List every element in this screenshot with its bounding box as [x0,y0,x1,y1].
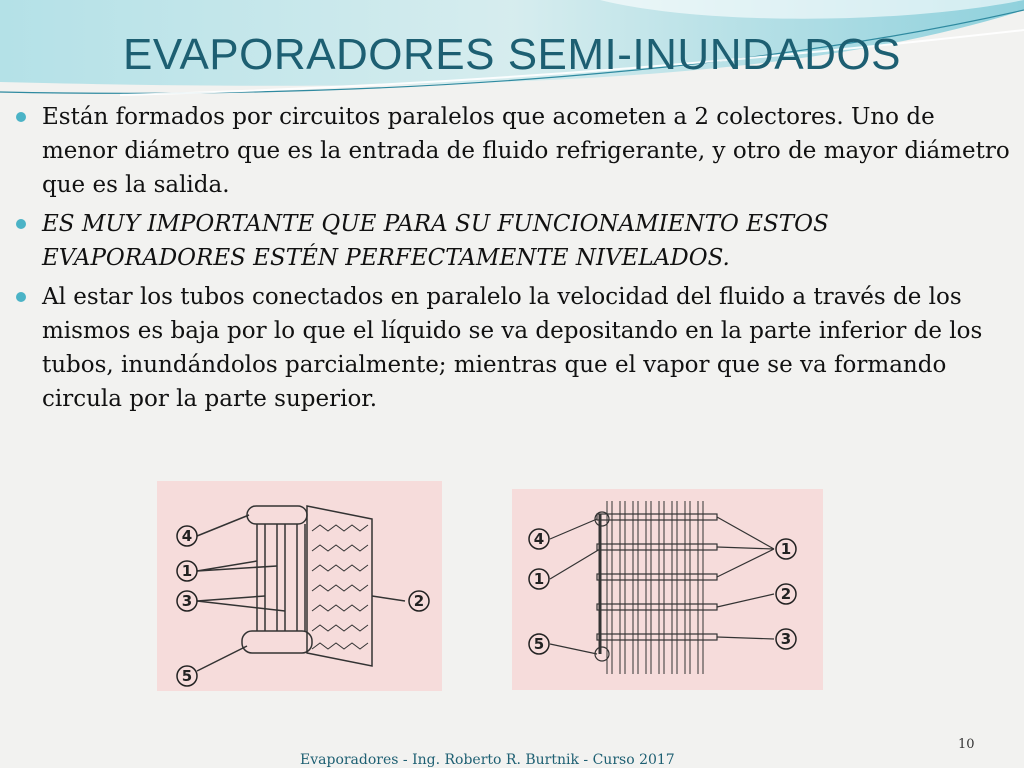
slide-footer: Evaporadores - Ing. Roberto R. Burtnik - Curso 2017 [300,752,675,768]
callout-label: 5 [533,635,545,653]
callout-label: 5 [181,667,193,685]
callout-label: 1 [533,570,545,588]
bullet-text: Al estar los tubos conectados en paralelo la velocidad del fluido a través de los mismos es baja por lo que el líquido se va depositando en la parte inferior de los tubos, inundándolos parcialmente; mientras que el vapor que se va formando circula por la parte superior. [42,284,983,412]
bullet-dot-icon [16,292,26,302]
bullet-text: ES MUY IMPORTANTE QUE PARA SU FUNCIONAMIENTO ESTOS EVAPORADORES ESTÉN PERFECTAMENTE NIVELADOS. [42,211,829,271]
callout-label: 4 [533,530,545,548]
callout-label: 2 [780,585,792,603]
bullet-list [16,100,1016,421]
callout-label: 2 [413,592,425,610]
evaporator-perspective-drawing [157,481,442,691]
callout-label: 1 [780,540,792,558]
bullet-text: Están formados por circuitos paralelos que acometen a 2 colectores. Uno de menor diámetro que es la entrada de fluido refrigerante, y otro de mayor diámetro que es la salida. [42,104,1010,198]
bullet-dot-icon [16,219,26,229]
bullet-item [16,100,1016,202]
callout-label: 3 [780,630,792,648]
bullet-item [16,280,1016,416]
evaporator-front-view-drawing [512,489,823,690]
page-number: 10 [958,737,975,752]
slide-title: EVAPORADORES SEMI-INUNDADOS [123,30,901,79]
callout-label: 1 [181,562,193,580]
evaporator-front-view-figure [512,489,823,690]
bullet-dot-icon [16,112,26,122]
evaporator-perspective-figure [157,481,442,691]
callout-label: 3 [181,592,193,610]
callout-label: 4 [181,527,193,545]
bullet-item [16,207,1016,275]
